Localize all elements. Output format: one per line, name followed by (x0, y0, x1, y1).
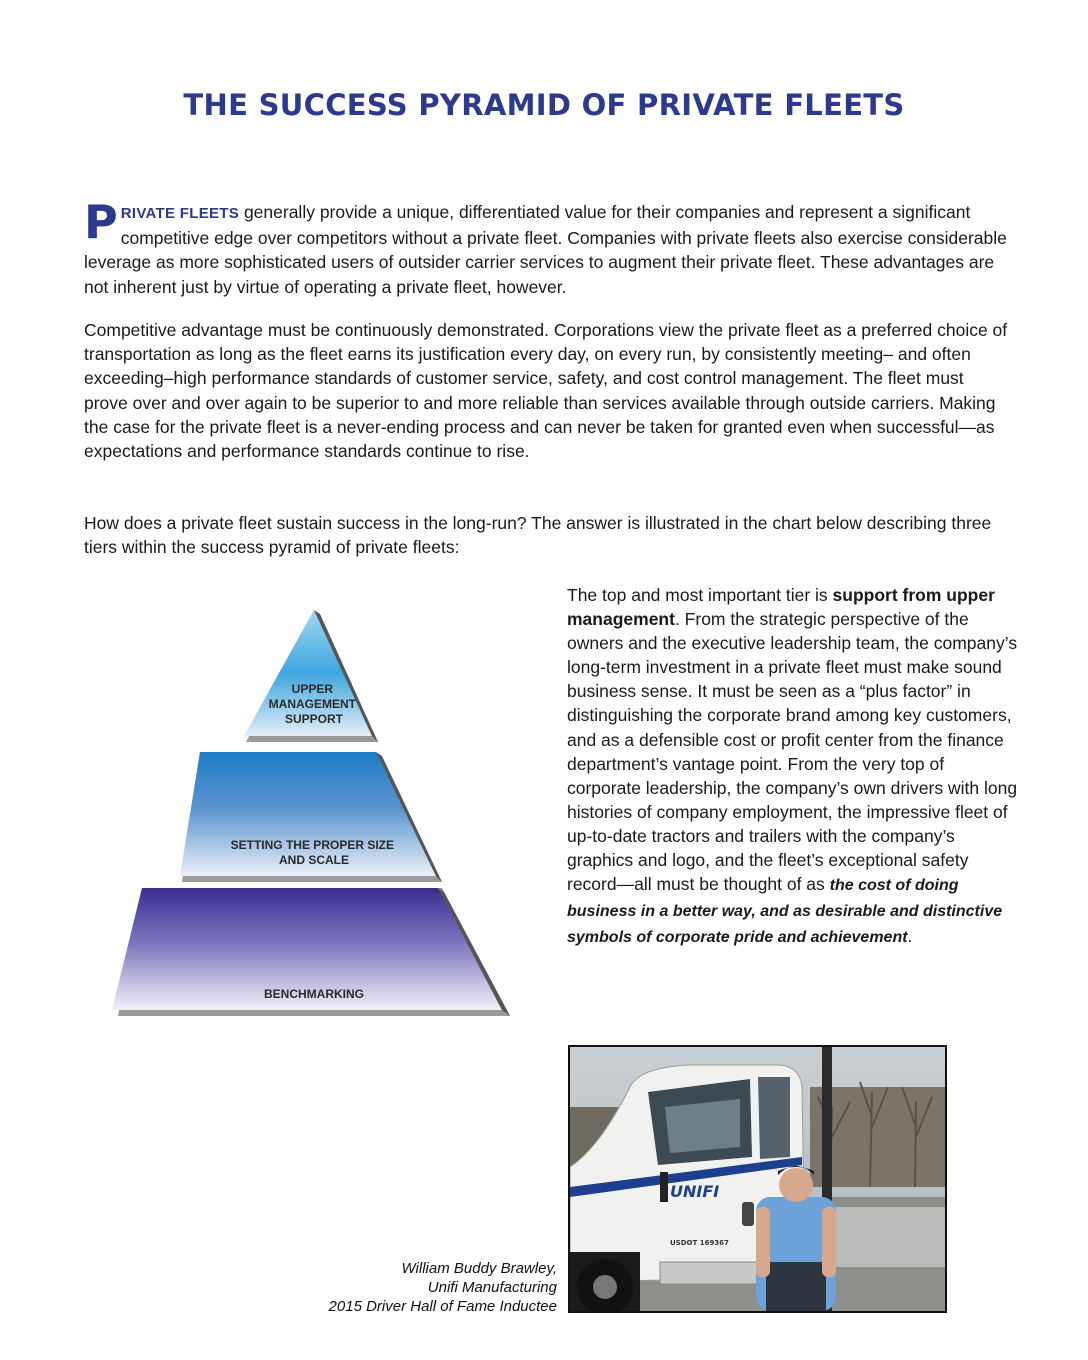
pyramid-label-top: UPPER MANAGEMENT SUPPORT (268, 682, 356, 726)
truck-logo: UNIFI (670, 1182, 720, 1201)
right-text-bold: support from upper management (567, 585, 995, 630)
caption-line-award: 2015 Driver Hall of Fame Inductee (328, 1298, 557, 1315)
right-text-part2: . From the strategic perspective of the owners and the executive leadership team, the company’s long-term investment in a private fleet must make sound business sense. It must be seen as a “plus factor” in distinguishing the corporate brand among key customers, and as a defensible cost or profit center from the finance department’s vantage point. From the very top of corporate leadership, the company’s own drivers with long histories of company employment, the impressive fleet of up-to-date tractors and trailers with the company’s graphics and logo, and the fleet’s exceptional safety record—all must be thought of as (567, 609, 1018, 895)
right-text-end: . (907, 926, 913, 947)
photo-illustration (570, 1047, 945, 1311)
pyramid-label-middle: SETTING THE PROPER SIZE AND SCALE (230, 838, 395, 867)
intro-text: generally provide a unique, differentiated value for their companies and represent a significant competitive edge over competitors without a private fleet. Companies with private fleets also exercise considerable leverage as more sophisticated users of outsider carrier services to augment their private fleet. These advantages are not inherent just by virtue of operating a private fleet, however. (84, 202, 1007, 297)
pyramid-label-bottom: BENCHMARKING (264, 987, 364, 1001)
caption-line-company: Unifi Manufacturing (427, 1279, 557, 1296)
right-column-text (567, 583, 1019, 950)
caption-line-name: William Buddy Brawley, (401, 1260, 557, 1277)
paragraph-3-text: How does a private fleet sustain success in the long-run? The answer is illustrated in the chart below describing three tiers within the success pyramid of private fleets: (84, 513, 992, 558)
success-pyramid-diagram (100, 600, 520, 1030)
right-text-italic: the cost of doing business in a better way, and as desirable and distinctive symbols of corporate pride and achievement (567, 877, 1003, 947)
paragraph-2-text: Competitive advantage must be continuously demonstrated. Corporations view the private fleet as a preferred choice of transportation as long as the fleet earns its justification every day, on every run, by consistently meeting– and often exceeding–high performance standards of customer service, safety, and cost control management. The fleet must prove over and over again to be superior to and more reliable than services available through outside carriers. Making the case for the private fleet is a never-ending process and can never be taken for granted even when successful—as expectations and performance standards continue to rise. (84, 320, 1008, 462)
body-paragraph-3 (84, 511, 1009, 559)
intro-lead: RIVATE FLEETS (120, 205, 240, 222)
drop-cap: P (84, 195, 118, 249)
page-title: THE SUCCESS PYRAMID OF PRIVATE FLEETS (183, 88, 905, 122)
body-paragraph-2 (84, 318, 1009, 463)
intro-paragraph (84, 195, 1009, 299)
photo-caption (329, 1259, 557, 1316)
right-text-part1: The top and most important tier is (567, 585, 833, 605)
truck-usdot: USDOT 169367 (670, 1239, 729, 1247)
driver-truck-photo (568, 1045, 947, 1313)
